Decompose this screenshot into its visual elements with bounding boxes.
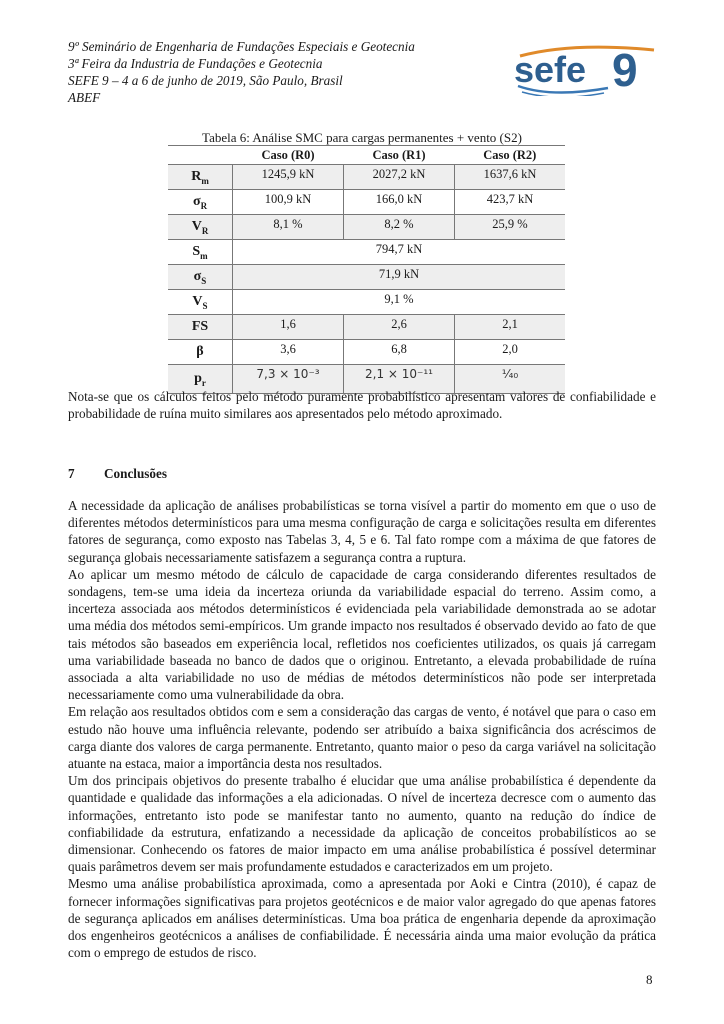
table-row bbox=[168, 165, 565, 190]
value-cell: 8,1 % bbox=[233, 215, 344, 240]
paragraph: Em relação aos resultados obtidos com e sem a consideração das cargas de vento, é notável que para o caso em estudo não houve uma influência relevante, podendo ser atribuído a baixa significância dos acréscimos de carga diante dos valores de carga permanente. Entretanto, quanto maior o peso da carga variável na solicitação atuante na estaca, maior a importância desta nos resultados. bbox=[68, 704, 656, 772]
page-number: 8 bbox=[646, 972, 653, 987]
value-cell: 3,6 bbox=[233, 340, 344, 365]
paragraph: Um dos principais objetivos do presente trabalho é elucidar que uma análise probabilística é dependente da quantidade e qualidade das informações a ela adicionadas. O nível de incerteza decresce com o aumento das informações, entretanto isto pode se manifestar tanto no aumento, quanto na redução do índice de confiabilidade da estrutura, enfatizando a necessidade da aplicação de conceitos probabilísticos ao se dimensionar. Conhecendo os fatores de maior impacto em uma análise probabilística é possível determinar quais parâmetros devem ser mais profundamente estudados e caracterizados em um projeto. bbox=[68, 773, 656, 875]
page-header bbox=[68, 38, 415, 106]
value-cell: 2,0 bbox=[455, 340, 566, 365]
table-row bbox=[168, 190, 565, 215]
param-cell: β bbox=[168, 340, 233, 365]
header-line-3: SEFE 9 – 4 a 6 de junho de 2019, São Paulo, Brasil bbox=[68, 73, 343, 88]
param-cell: $S_m$ bbox=[168, 240, 233, 265]
header-line-2: 3ª Feira da Industria de Fundações e Geotecnia bbox=[68, 56, 323, 71]
value-cell: 25,9 % bbox=[455, 215, 566, 240]
logo-text: sefe bbox=[514, 49, 587, 90]
header-line-1: 9º Seminário de Engenharia de Fundações Especiais e Geotecnia bbox=[68, 39, 415, 54]
param-cell: $V_S$ bbox=[168, 290, 233, 315]
value-cell: 2,1 bbox=[455, 315, 566, 340]
value-cell: 8,2 % bbox=[344, 215, 455, 240]
value-cell: 423,7 kN bbox=[455, 190, 566, 215]
section-heading bbox=[68, 466, 167, 482]
param-cell: $V_R$ bbox=[168, 215, 233, 240]
section-number: 7 bbox=[68, 466, 75, 481]
param-cell: $p_r$ bbox=[168, 365, 233, 394]
param-cell: $\sigma_R$ bbox=[168, 190, 233, 215]
sefe9-logo bbox=[512, 40, 662, 96]
value-cell: 1,6 bbox=[233, 315, 344, 340]
paragraph: Ao aplicar um mesmo método de cálculo de capacidade de carga considerando diferentes resultados de sondagens, tem-se uma ideia da incerteza oriunda da variabilidade espacial do terreno. Assim como, a incerteza associada aos métodos determinísticos é evidenciada pela variabilidade demonstrada ao se adotar uma média dos métodos semi-empíricos. Um grande impacto nos resultados é observado devido ao fato de que tais métodos são baseados em experiência local, refletidos nos coeficientes utilizados, os quais já carregam uma variabilidade baseada no banco de dados que o originou. Entretanto, a elevada probabilidade de ruína associada a alta variabilidade no uso de médias de métodos determinísticos não pode ser interpretada necessariamente como uma vulnerabilidade da obra. bbox=[68, 566, 656, 703]
section-title: Conclusões bbox=[104, 466, 168, 481]
table-row bbox=[168, 215, 565, 240]
header-blank bbox=[168, 146, 233, 165]
value-cell: ¹⁄₄₀ bbox=[455, 365, 566, 394]
value-cell: 2027,2 kN bbox=[344, 165, 455, 190]
param-cell: FS bbox=[168, 315, 233, 340]
table-header-row bbox=[168, 146, 565, 165]
value-cell: 100,9 kN bbox=[233, 190, 344, 215]
value-cell: 6,8 bbox=[344, 340, 455, 365]
param-cell: $R_m$ bbox=[168, 165, 233, 190]
value-cell-merged: 71,9 kN bbox=[233, 265, 566, 290]
param-cell: $\sigma_S$ bbox=[168, 265, 233, 290]
table-row bbox=[168, 315, 565, 340]
value-cell: 166,0 kN bbox=[344, 190, 455, 215]
value-cell: 1637,6 kN bbox=[455, 165, 566, 190]
header-r2: Caso (R2) bbox=[455, 146, 566, 165]
header-r1: Caso (R1) bbox=[344, 146, 455, 165]
logo-nine: 9 bbox=[612, 44, 638, 96]
value-cell-merged: 794,7 kN bbox=[233, 240, 566, 265]
note-paragraph: Nota-se que os cálculos feitos pelo método puramente probabilístico apresentam valores de confiabilidade e probabilidade de ruína muito similares aos apresentados pelo método aproximado. bbox=[68, 389, 656, 422]
table-row bbox=[168, 290, 565, 315]
paragraph: A necessidade da aplicação de análises probabilísticas se torna visível a partir do momento em que o uso de diferentes métodos determinísticos para uma mesma configuração de carga e solicitações resulta em diferentes fatores de segurança, como exposto nas Tabelas 3, 4, 5 e 6. Tal fato rompe com a máxima de que fatores de segurança globais necessariamente satisfazem a segurança contra a ruptura. bbox=[68, 498, 656, 565]
table-row bbox=[168, 265, 565, 290]
value-cell: 2,1 × 10⁻¹¹ bbox=[344, 365, 455, 394]
value-cell: 2,6 bbox=[344, 315, 455, 340]
header-line-4: ABEF bbox=[68, 90, 101, 105]
value-cell: 7,3 × 10⁻³ bbox=[233, 365, 344, 394]
conclusions-body bbox=[68, 497, 656, 961]
value-cell-merged: 9,1 % bbox=[233, 290, 566, 315]
header-r0: Caso (R0) bbox=[233, 146, 344, 165]
table-row bbox=[168, 340, 565, 365]
smc-table bbox=[168, 145, 565, 394]
value-cell: 1245,9 kN bbox=[233, 165, 344, 190]
paragraph: Mesmo uma análise probabilística aproximada, como a apresentada por Aoki e Cintra (2010), é capaz de fornecer informações significativas para projetos geotécnicos e de maior valor agregado do que apenas fatores de segurança aplicados em análises determinísticas. Uma boa prática de engenharia depende da aproximação dos engenheiros geotécnicos a análises de confiabilidade. É necessária ainda uma maior evolução da prática com o emprego de estudos de risco. bbox=[68, 876, 656, 961]
table-row bbox=[168, 240, 565, 265]
table-caption: Tabela 6: Análise SMC para cargas permanentes + vento (S2) bbox=[202, 130, 522, 145]
